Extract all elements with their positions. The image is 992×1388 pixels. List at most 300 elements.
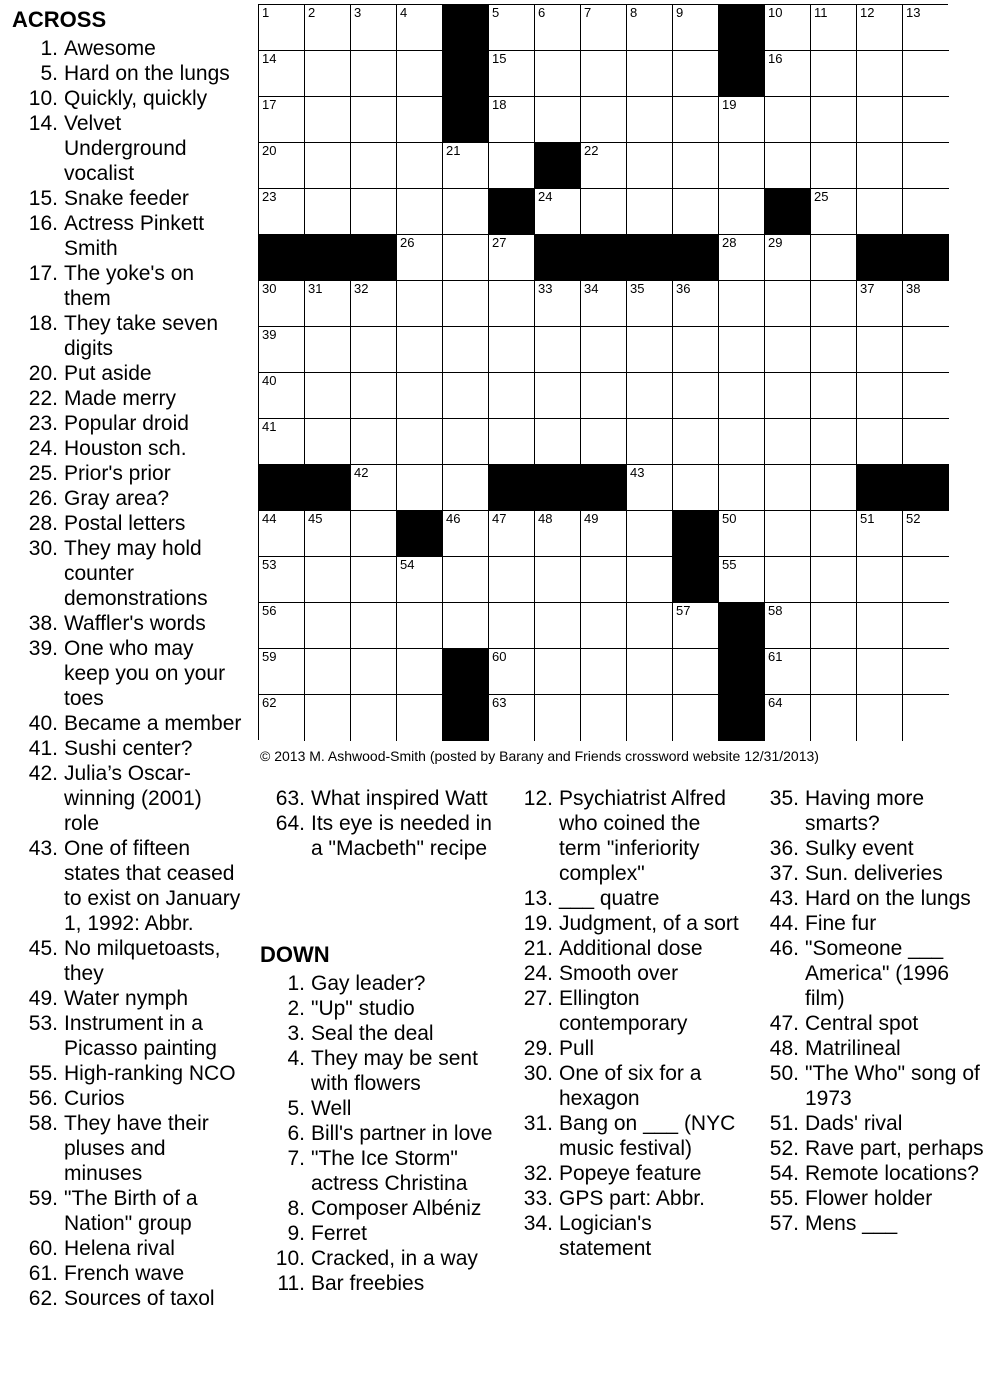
copyright-notice: © 2013 M. Ashwood-Smith (posted by Barany and Friends crossword website 12/31/2013): [260, 748, 819, 764]
grid-cell: [627, 419, 673, 465]
clue-item: [12, 636, 242, 711]
clue-item: [515, 936, 745, 961]
clue-text: Smooth over: [559, 962, 679, 985]
grid-cell: [765, 419, 811, 465]
grid-cell: [351, 557, 397, 603]
grid-cell: [903, 419, 949, 465]
grid-cell: [765, 5, 811, 51]
black-square: [443, 695, 489, 741]
grid-cell: [673, 281, 719, 327]
clue-text: No milquetoasts, they: [64, 937, 221, 985]
cell-number: 54: [400, 557, 415, 572]
clue-number: 18.: [28, 312, 58, 335]
black-square: [719, 603, 765, 649]
clue-item: [515, 1186, 745, 1211]
black-square: [673, 557, 719, 603]
crossword-grid: [258, 4, 948, 740]
grid-cell: [627, 373, 673, 419]
grid-cell: [259, 97, 305, 143]
cell-number: 48: [538, 511, 553, 526]
grid-cell: [673, 51, 719, 97]
grid-cell: [765, 97, 811, 143]
clue-text: Curios: [64, 1087, 125, 1110]
grid-cell: [535, 603, 581, 649]
grid-cell: [765, 649, 811, 695]
cell-number: 38: [906, 281, 921, 296]
grid-cell: [535, 511, 581, 557]
clue-text: Gray area?: [64, 487, 170, 510]
clue-number: 34.: [523, 1212, 553, 1235]
grid-cell: [811, 557, 857, 603]
cell-number: 6: [538, 5, 546, 20]
clue-item: [762, 911, 988, 936]
clue-text: What inspired Watt: [311, 787, 488, 810]
grid-cell: [489, 281, 535, 327]
black-square: [719, 5, 765, 51]
clue-text: Mens ___: [805, 1212, 898, 1235]
grid-cell: [627, 5, 673, 51]
grid-cell: [673, 695, 719, 741]
grid-cell: [535, 557, 581, 603]
clue-item: [12, 61, 242, 86]
clue-text: Matrilineal: [805, 1037, 901, 1060]
clue-item: [12, 386, 242, 411]
clue-number: 7.: [287, 1147, 305, 1170]
cell-number: 21: [446, 143, 461, 158]
clue-item: [12, 1111, 242, 1186]
clue-text: Postal letters: [64, 512, 186, 535]
grid-cell: [397, 695, 443, 741]
grid-cell: [857, 511, 903, 557]
clue-text: Bar freebies: [311, 1272, 425, 1295]
cell-number: 10: [768, 5, 783, 20]
grid-cell: [351, 465, 397, 511]
grid-cell: [765, 51, 811, 97]
clue-item: [12, 36, 242, 61]
grid-cell: [535, 327, 581, 373]
clue-text: High-ranking NCO: [64, 1062, 236, 1085]
clue-text: One of fifteen states that ceased to exist on January 1, 1992: Abbr.: [64, 837, 241, 935]
grid-cell: [397, 189, 443, 235]
cell-number: 16: [768, 51, 783, 66]
grid-cell: [581, 557, 627, 603]
clue-text: Central spot: [805, 1012, 919, 1035]
black-square: [259, 235, 305, 281]
clue-text: Hard on the lungs: [64, 62, 230, 85]
clue-number: 64.: [275, 812, 305, 835]
clue-item: [762, 1161, 988, 1186]
grid-cell: [397, 51, 443, 97]
grid-cell: [259, 557, 305, 603]
clue-number: 2.: [287, 997, 305, 1020]
grid-cell: [765, 511, 811, 557]
cell-number: 42: [354, 465, 369, 480]
grid-cell: [305, 603, 351, 649]
down-clue-list: [266, 971, 494, 1296]
clue-item: [515, 1036, 745, 1061]
cell-number: 41: [262, 419, 277, 434]
clue-item: [762, 1111, 988, 1136]
clue-text: Quickly, quickly: [64, 87, 208, 110]
grid-cell: [811, 97, 857, 143]
black-square: [489, 465, 535, 511]
grid-cell: [857, 97, 903, 143]
grid-cell: [719, 419, 765, 465]
grid-cell: [535, 695, 581, 741]
clue-text: Seal the deal: [311, 1022, 434, 1045]
grid-cell: [719, 143, 765, 189]
clue-text: Velvet Underground vocalist: [64, 112, 187, 185]
grid-cell: [581, 189, 627, 235]
black-square: [305, 235, 351, 281]
grid-cell: [811, 327, 857, 373]
clue-number: 4.: [287, 1047, 305, 1070]
grid-cell: [489, 695, 535, 741]
clue-item: [12, 86, 242, 111]
grid-cell: [351, 97, 397, 143]
grid-cell: [903, 5, 949, 51]
cell-number: 4: [400, 5, 408, 20]
clue-number: 17.: [28, 262, 58, 285]
grid-cell: [397, 97, 443, 143]
clue-number: 32.: [523, 1162, 553, 1185]
clue-number: 43.: [769, 887, 799, 910]
grid-cell: [673, 327, 719, 373]
black-square: [535, 143, 581, 189]
across-clue-list-continued: [268, 786, 494, 861]
grid-cell: [259, 327, 305, 373]
grid-cell: [305, 419, 351, 465]
cell-number: 50: [722, 511, 737, 526]
clue-item: [515, 911, 745, 936]
clue-text: Popular droid: [64, 412, 189, 435]
grid-cell: [581, 695, 627, 741]
clue-item: [762, 786, 988, 836]
clue-item: [515, 1061, 745, 1111]
grid-cell: [489, 97, 535, 143]
grid-cell: [811, 465, 857, 511]
grid-cell: [857, 143, 903, 189]
cell-number: 53: [262, 557, 277, 572]
cell-number: 45: [308, 511, 323, 526]
grid-cell: [351, 189, 397, 235]
grid-cell: [627, 327, 673, 373]
clue-item: [12, 111, 242, 186]
clue-number: 20.: [28, 362, 58, 385]
cell-number: 14: [262, 51, 277, 66]
clue-text: Helena rival: [64, 1237, 175, 1260]
clue-number: 30.: [28, 537, 58, 560]
grid-cell: [535, 189, 581, 235]
clue-number: 25.: [28, 462, 58, 485]
grid-cell: [305, 97, 351, 143]
black-square: [351, 235, 397, 281]
black-square: [673, 511, 719, 557]
clue-item: [762, 1011, 988, 1036]
cell-number: 20: [262, 143, 277, 158]
grid-cell: [305, 557, 351, 603]
grid-cell: [857, 695, 903, 741]
clue-number: 43.: [28, 837, 58, 860]
clue-item: [762, 1136, 988, 1161]
grid-cell: [857, 649, 903, 695]
clue-item: [266, 1196, 494, 1221]
grid-cell: [811, 603, 857, 649]
clue-item: [266, 1146, 494, 1196]
grid-cell: [535, 373, 581, 419]
grid-cell: [489, 511, 535, 557]
grid-cell: [811, 419, 857, 465]
clue-number: 12.: [523, 787, 553, 810]
grid-cell: [397, 603, 443, 649]
clue-number: 9.: [287, 1222, 305, 1245]
clue-number: 63.: [275, 787, 305, 810]
clue-item: [268, 786, 494, 811]
cell-number: 36: [676, 281, 691, 296]
clue-number: 22.: [28, 387, 58, 410]
grid-cell: [673, 97, 719, 143]
clue-text: Julia’s Oscar-winning (2001) role: [64, 762, 202, 835]
cell-number: 27: [492, 235, 507, 250]
cell-number: 28: [722, 235, 737, 250]
clue-number: 46.: [769, 937, 799, 960]
grid-cell: [259, 5, 305, 51]
clue-number: 10.: [28, 87, 58, 110]
grid-cell: [581, 373, 627, 419]
clue-text: Dads' rival: [805, 1112, 903, 1135]
grid-cell: [259, 51, 305, 97]
clue-item: [762, 936, 988, 1011]
cell-number: 37: [860, 281, 875, 296]
clue-number: 59.: [28, 1187, 58, 1210]
cell-number: 64: [768, 695, 783, 710]
grid-cell: [581, 419, 627, 465]
black-square: [581, 465, 627, 511]
clue-text: French wave: [64, 1262, 185, 1285]
cell-number: 17: [262, 97, 277, 112]
clue-item: [12, 1186, 242, 1236]
cell-number: 31: [308, 281, 323, 296]
grid-cell: [627, 511, 673, 557]
grid-cell: [351, 5, 397, 51]
grid-cell: [443, 143, 489, 189]
grid-cell: [443, 603, 489, 649]
clue-number: 6.: [287, 1122, 305, 1145]
cell-number: 8: [630, 5, 638, 20]
clue-text: Cracked, in a way: [311, 1247, 478, 1270]
clue-number: 24.: [28, 437, 58, 460]
grid-cell: [259, 603, 305, 649]
grid-cell: [673, 5, 719, 51]
grid-cell: [581, 5, 627, 51]
clue-number: 48.: [769, 1037, 799, 1060]
clue-text: "The Birth of a Nation" group: [64, 1187, 198, 1235]
clue-item: [12, 211, 242, 261]
grid-cell: [489, 373, 535, 419]
grid-cell: [581, 51, 627, 97]
grid-cell: [765, 557, 811, 603]
grid-cell: [811, 143, 857, 189]
clue-item: [12, 311, 242, 361]
cell-number: 13: [906, 5, 921, 20]
grid-cell: [857, 603, 903, 649]
clue-item: [12, 361, 242, 386]
grid-cell: [259, 419, 305, 465]
clue-item: [266, 1046, 494, 1096]
grid-cell: [305, 695, 351, 741]
grid-cell: [489, 51, 535, 97]
clue-text: Bang on ___ (NYC music festival): [559, 1112, 736, 1160]
cell-number: 58: [768, 603, 783, 618]
black-square: [903, 235, 949, 281]
grid-cell: [765, 143, 811, 189]
grid-cell: [765, 373, 811, 419]
clue-text: Gay leader?: [311, 972, 426, 995]
clue-number: 19.: [523, 912, 553, 935]
cell-number: 51: [860, 511, 875, 526]
grid-cell: [627, 143, 673, 189]
grid-cell: [903, 189, 949, 235]
clue-text: Made merry: [64, 387, 177, 410]
clue-text: Ellington contemporary: [559, 987, 688, 1035]
clue-text: Remote locations?: [805, 1162, 979, 1185]
black-square: [673, 235, 719, 281]
grid-cell: [489, 603, 535, 649]
clue-item: [266, 996, 494, 1021]
grid-cell: [397, 281, 443, 327]
clue-item: [12, 436, 242, 461]
clue-number: 3.: [287, 1022, 305, 1045]
grid-cell: [305, 649, 351, 695]
clue-number: 33.: [523, 1187, 553, 1210]
cell-number: 15: [492, 51, 507, 66]
clue-text: Sun. deliveries: [805, 862, 943, 885]
clue-text: One of six for a hexagon: [559, 1062, 702, 1110]
grid-cell: [351, 695, 397, 741]
clue-item: [762, 836, 988, 861]
cell-number: 9: [676, 5, 684, 20]
clue-text: Pull: [559, 1037, 595, 1060]
clue-number: 36.: [769, 837, 799, 860]
grid-cell: [581, 511, 627, 557]
clue-item: [12, 1261, 242, 1286]
cell-number: 57: [676, 603, 691, 618]
grid-cell: [259, 511, 305, 557]
clue-item: [12, 1236, 242, 1261]
clue-item: [762, 1186, 988, 1211]
clue-number: 50.: [769, 1062, 799, 1085]
grid-cell: [397, 557, 443, 603]
cell-number: 1: [262, 5, 270, 20]
cell-number: 30: [262, 281, 277, 296]
cell-number: 22: [584, 143, 599, 158]
grid-cell: [397, 235, 443, 281]
cell-number: 26: [400, 235, 415, 250]
grid-cell: [351, 419, 397, 465]
clue-text: Water nymph: [64, 987, 189, 1010]
grid-cell: [627, 695, 673, 741]
grid-cell: [627, 465, 673, 511]
cell-number: 63: [492, 695, 507, 710]
grid-cell: [857, 373, 903, 419]
grid-cell: [259, 143, 305, 189]
grid-cell: [719, 281, 765, 327]
grid-cell: [305, 511, 351, 557]
clue-text: Rave part, perhaps: [805, 1137, 984, 1160]
grid-cell: [903, 557, 949, 603]
clue-text: Its eye is needed in a "Macbeth" recipe: [311, 812, 492, 860]
cell-number: 29: [768, 235, 783, 250]
clue-text: Became a member: [64, 712, 242, 735]
clue-number: 51.: [769, 1112, 799, 1135]
cell-number: 2: [308, 5, 316, 20]
grid-cell: [765, 327, 811, 373]
clue-number: 58.: [28, 1112, 58, 1135]
grid-cell: [351, 281, 397, 327]
grid-cell: [581, 97, 627, 143]
clue-text: Snake feeder: [64, 187, 189, 210]
cell-number: 56: [262, 603, 277, 618]
clue-text: Ferret: [311, 1222, 368, 1245]
clue-number: 16.: [28, 212, 58, 235]
grid-cell: [765, 235, 811, 281]
black-square: [903, 465, 949, 511]
grid-cell: [765, 603, 811, 649]
clue-item: [266, 1271, 494, 1296]
grid-cell: [673, 373, 719, 419]
cell-number: 49: [584, 511, 599, 526]
clue-text: They take seven digits: [64, 312, 219, 360]
clue-text: Well: [311, 1097, 352, 1120]
clue-number: 56.: [28, 1087, 58, 1110]
clue-item: [515, 1111, 745, 1161]
grid-cell: [903, 143, 949, 189]
grid-cell: [535, 281, 581, 327]
black-square: [443, 97, 489, 143]
grid-cell: [627, 281, 673, 327]
grid-cell: [903, 603, 949, 649]
clue-number: 57.: [769, 1212, 799, 1235]
grid-cell: [351, 143, 397, 189]
clue-item: [12, 411, 242, 436]
cell-number: 44: [262, 511, 277, 526]
black-square: [397, 511, 443, 557]
grid-cell: [719, 235, 765, 281]
grid-cell: [443, 419, 489, 465]
black-square: [443, 51, 489, 97]
grid-cell: [811, 373, 857, 419]
clue-item: [515, 1211, 745, 1261]
grid-cell: [627, 649, 673, 695]
grid-cell: [305, 143, 351, 189]
clue-number: 23.: [28, 412, 58, 435]
cell-number: 5: [492, 5, 500, 20]
clue-text: They may be sent with flowers: [311, 1047, 478, 1095]
cell-number: 23: [262, 189, 277, 204]
cell-number: 19: [722, 97, 737, 112]
grid-cell: [903, 511, 949, 557]
clue-number: 39.: [28, 637, 58, 660]
grid-cell: [535, 97, 581, 143]
clue-number: 44.: [769, 912, 799, 935]
clue-text: "The Ice Storm" actress Christina: [311, 1147, 468, 1195]
clue-number: 49.: [28, 987, 58, 1010]
cell-number: 39: [262, 327, 277, 342]
clue-text: Sushi center?: [64, 737, 193, 760]
clue-item: [12, 1086, 242, 1111]
grid-cell: [259, 695, 305, 741]
grid-cell: [627, 189, 673, 235]
